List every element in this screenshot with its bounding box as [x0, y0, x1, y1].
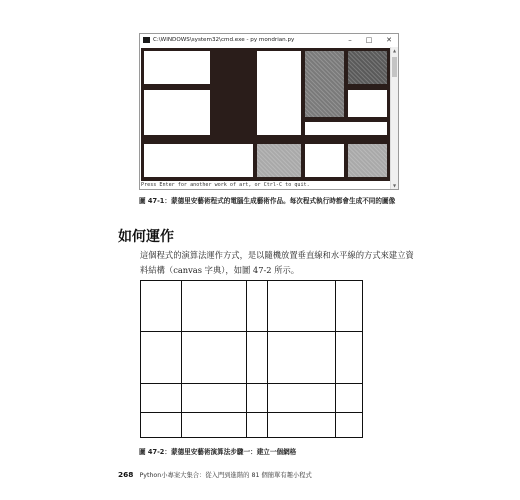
scroll-down-icon[interactable]: ▼ — [392, 183, 397, 188]
painting-block-white — [144, 90, 210, 135]
console-window — [139, 33, 399, 190]
paragraph-line-2: 料結構（canvas 字典），如圖 47-2 所示。 — [140, 265, 300, 275]
figure-2-caption: 圖 47-2：蒙德里安藝術演算法步驟一：建立一個網格 — [139, 448, 297, 456]
page-number: 268 — [118, 470, 134, 479]
figure-1-caption: 圖 47-1：蒙德里安藝術程式的電腦生成藝術作品。每次程式執行時都會生成不同的圖像 — [139, 197, 396, 205]
page-footer — [118, 470, 312, 479]
mondrian-grid-diagram — [140, 280, 363, 438]
book-title: Python小專案大集合：從入門到進階的 81 個簡單有趣小程式 — [139, 472, 312, 479]
painting-block-gray — [305, 51, 344, 117]
scrollbar-thumb[interactable] — [392, 57, 397, 77]
painting-block-white — [305, 144, 344, 177]
mondrian-painting — [141, 48, 390, 181]
painting-block-white — [305, 122, 387, 135]
grid-vertical-line — [246, 281, 247, 437]
grid-vertical-line — [267, 281, 268, 437]
grid-horizontal-line — [141, 331, 362, 332]
painting-block-white — [257, 51, 301, 135]
painting-block-white — [144, 51, 210, 84]
cmd-app-icon — [143, 37, 150, 43]
maximize-icon[interactable]: □ — [365, 36, 373, 44]
grid-vertical-line — [181, 281, 182, 437]
grid-horizontal-line — [141, 383, 362, 384]
scroll-up-icon[interactable]: ▲ — [392, 48, 397, 53]
close-icon[interactable]: ✕ — [386, 36, 392, 44]
window-titlebar[interactable] — [140, 34, 398, 47]
grid-horizontal-line — [141, 412, 362, 413]
window-title: C:\WINDOWS\system32\cmd.exe - py mondrian.py — [153, 37, 295, 43]
painting-block-white — [348, 90, 387, 117]
painting-block-gray — [257, 144, 301, 177]
vertical-scrollbar[interactable] — [390, 47, 398, 189]
grid-vertical-line — [335, 281, 336, 437]
minimize-icon[interactable]: – — [348, 36, 352, 44]
painting-block-white — [144, 144, 253, 177]
painting-block-gray — [348, 144, 387, 177]
console-prompt: Press Enter for another work of art, or Ctrl-C to quit. — [141, 181, 390, 189]
painting-block-gray — [348, 51, 387, 84]
section-heading: 如何運作 — [118, 229, 174, 245]
paragraph-line-1: 這個程式的演算法運作方式，是以隨機放置垂直線和水平線的方式來建立資 — [140, 250, 414, 260]
